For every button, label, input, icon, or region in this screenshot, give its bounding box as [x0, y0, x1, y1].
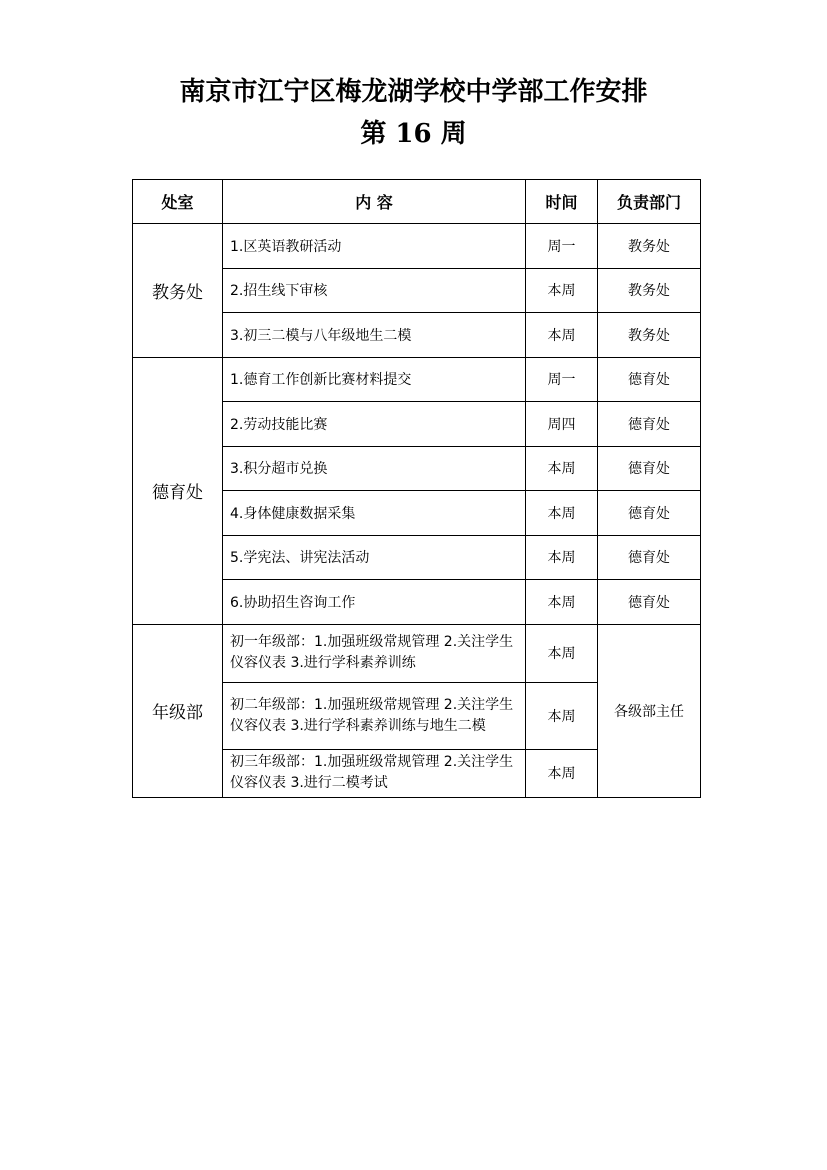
content-cell: 2.劳动技能比赛 [223, 402, 526, 447]
header-content-label: 内 容 [355, 193, 393, 212]
table-header-row [133, 180, 701, 224]
dept-cell: 德育处 [598, 491, 701, 536]
dept-cell: 德育处 [598, 357, 701, 402]
time-cell: 本周 [526, 268, 598, 313]
time-cell: 本周 [526, 535, 598, 580]
content-cell: 3.初三二模与八年级地生二模 [223, 313, 526, 358]
content-cell: 初三年级部：1.加强班级常规管理 2.关注学生仪容仪表 3.进行二模考试 [223, 749, 526, 797]
header-content [223, 180, 526, 224]
header-time: 时间 [526, 180, 598, 224]
dept-cell: 德育处 [598, 580, 701, 625]
time-cell: 本周 [526, 682, 598, 749]
dept-cell: 德育处 [598, 446, 701, 491]
week-subtitle: 第 16 周 [360, 119, 467, 149]
time-cell: 周一 [526, 224, 598, 269]
header-dept: 负责部门 [598, 180, 701, 224]
dept-cell: 德育处 [598, 402, 701, 447]
time-cell: 本周 [526, 446, 598, 491]
content-cell: 5.学宪法、讲宪法活动 [223, 535, 526, 580]
office-cell: 教务处 [133, 224, 223, 358]
header-office: 处室 [133, 180, 223, 224]
content-cell: 3.积分超市兑换 [223, 446, 526, 491]
time-cell: 本周 [526, 491, 598, 536]
schedule-table [132, 179, 701, 798]
time-cell: 本周 [526, 749, 598, 797]
time-cell: 本周 [526, 313, 598, 358]
content-cell: 初一年级部：1.加强班级常规管理 2.关注学生仪容仪表 3.进行学科素养训练 [223, 624, 526, 682]
dept-cell: 教务处 [598, 313, 701, 358]
office-cell: 德育处 [133, 357, 223, 624]
dept-cell: 教务处 [598, 268, 701, 313]
content-cell: 初二年级部：1.加强班级常规管理 2.关注学生仪容仪表 3.进行学科素养训练与地生二模 [223, 682, 526, 749]
content-cell: 2.招生线下审核 [223, 268, 526, 313]
dept-cell: 教务处 [598, 224, 701, 269]
table-row [133, 357, 701, 402]
document-title: 南京市江宁区梅龙湖学校中学部工作安排 [179, 77, 648, 107]
content-cell: 4.身体健康数据采集 [223, 491, 526, 536]
dept-cell: 德育处 [598, 535, 701, 580]
dept-cell: 各级部主任 [598, 624, 701, 797]
table-row [133, 224, 701, 269]
table-row [133, 624, 701, 682]
time-cell: 周四 [526, 402, 598, 447]
content-cell: 1.区英语教研活动 [223, 224, 526, 269]
content-cell: 6.协助招生咨询工作 [223, 580, 526, 625]
content-cell: 1.德育工作创新比赛材料提交 [223, 357, 526, 402]
time-cell: 本周 [526, 624, 598, 682]
time-cell: 本周 [526, 580, 598, 625]
time-cell: 周一 [526, 357, 598, 402]
office-cell: 年级部 [133, 624, 223, 797]
